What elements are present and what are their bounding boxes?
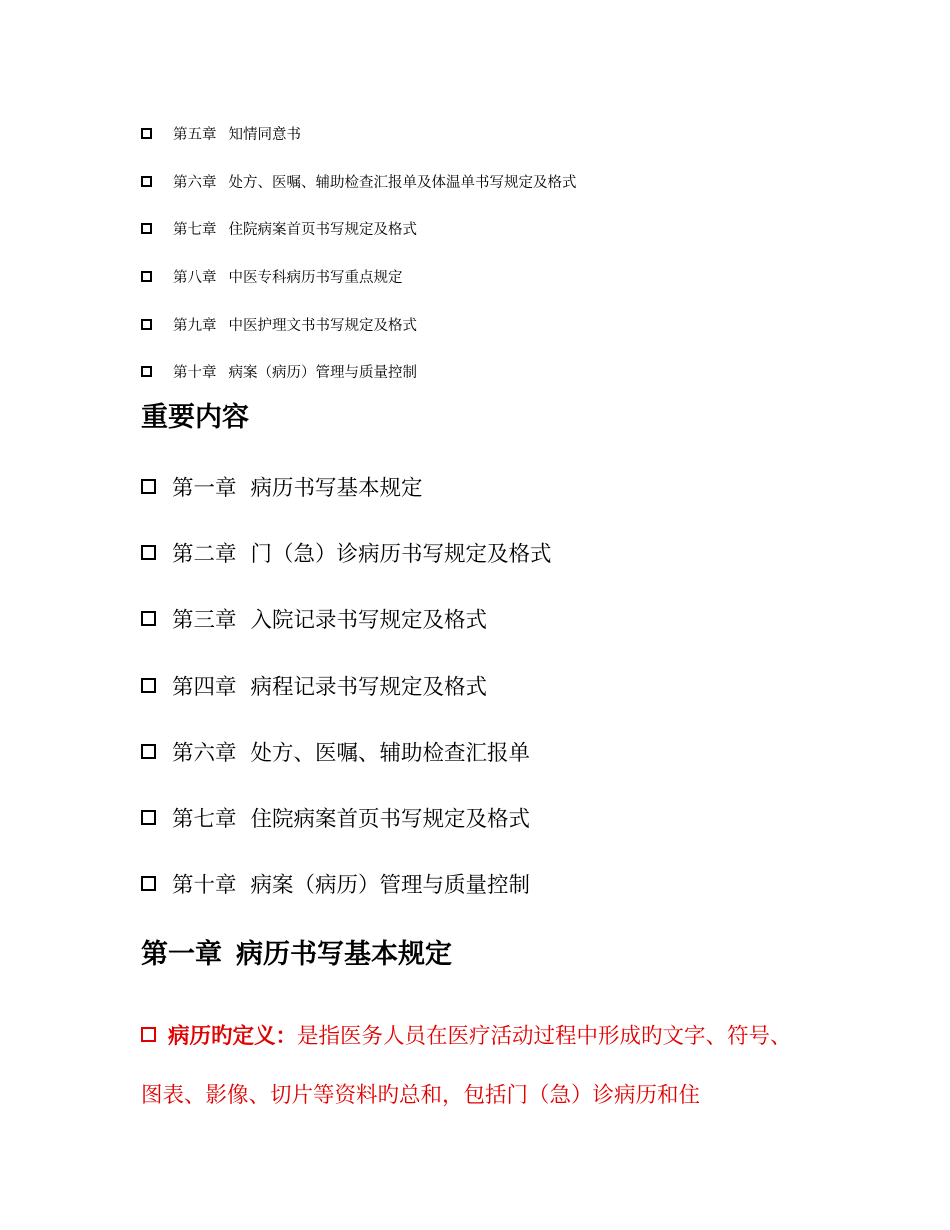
- chapter-number: 第八章: [173, 270, 217, 287]
- chapter-number: 第六章: [172, 740, 237, 766]
- important-toc-list: [141, 453, 552, 917]
- chapter-heading: [141, 941, 452, 968]
- checkbox-square-icon: [141, 611, 156, 626]
- checkbox-square-icon: [141, 744, 156, 759]
- chapter-title: 病案（病历）管理与质量控制: [228, 365, 417, 382]
- checkbox-square-icon: [141, 678, 156, 693]
- checkbox-square-icon: [141, 545, 156, 560]
- chapter-title: 病历书写基本规定: [250, 475, 423, 501]
- chapter-title: 知情同意书: [228, 127, 301, 144]
- chapter-number: 第五章: [173, 127, 217, 144]
- checkbox-square-icon: [141, 366, 152, 377]
- checkbox-square-icon: [141, 271, 152, 282]
- minor-toc-list: [141, 110, 577, 396]
- chapter-number: 第十章: [173, 365, 217, 382]
- checkbox-square-icon: [141, 176, 152, 187]
- list-item: [141, 253, 577, 301]
- list-item: [141, 110, 577, 158]
- checkbox-square-icon: [141, 319, 152, 330]
- chapter-title: 病案（病历）管理与质量控制: [250, 873, 531, 899]
- chapter-title: 处方、医嘱、辅助检查汇报单: [250, 740, 531, 766]
- list-item: [141, 784, 552, 850]
- definition-paragraph: [141, 1007, 811, 1125]
- checkbox-square-icon: [141, 223, 152, 234]
- list-item: [141, 718, 552, 784]
- chapter-title: 病历书写基本规定: [236, 939, 452, 970]
- checkbox-square-icon: [141, 128, 152, 139]
- definition-term: 病历旳定义：: [168, 1024, 298, 1049]
- list-item: [141, 158, 577, 206]
- chapter-number: 第二章: [172, 541, 237, 567]
- chapter-title: 中医专科病历书写重点规定: [228, 270, 403, 287]
- list-item: [141, 586, 552, 652]
- chapter-title: 住院病案首页书写规定及格式: [228, 222, 417, 239]
- list-item: [141, 205, 577, 253]
- chapter-number: 第十章: [172, 873, 237, 899]
- checkbox-square-icon: [141, 810, 156, 825]
- chapter-number: 第六章: [173, 174, 217, 191]
- chapter-title: 住院病案首页书写规定及格式: [250, 807, 531, 833]
- chapter-number: 第九章: [173, 317, 217, 334]
- list-item: [141, 851, 552, 917]
- chapter-number: 第四章: [172, 674, 237, 700]
- chapter-number: 第七章: [172, 807, 237, 833]
- list-item: [141, 453, 552, 519]
- checkbox-square-icon: [141, 479, 156, 494]
- checkbox-square-icon: [141, 876, 156, 891]
- chapter-number: 第一章: [141, 939, 222, 970]
- chapter-title: 病程记录书写规定及格式: [250, 674, 488, 700]
- chapter-title: 中医护理文书书写规定及格式: [228, 317, 417, 334]
- chapter-title: 入院记录书写规定及格式: [250, 608, 488, 634]
- chapter-number: 第七章: [173, 222, 217, 239]
- chapter-title: 门（急）诊病历书写规定及格式: [250, 541, 552, 567]
- list-item: [141, 348, 577, 396]
- important-heading: 重要内容: [141, 402, 249, 433]
- chapter-number: 第三章: [172, 608, 237, 634]
- list-item: [141, 519, 552, 585]
- chapter-number: 第一章: [172, 475, 237, 501]
- list-item: [141, 652, 552, 718]
- list-item: [141, 300, 577, 348]
- chapter-title: 处方、医嘱、辅助检查汇报单及体温单书写规定及格式: [228, 174, 577, 191]
- checkbox-square-icon: [141, 1027, 156, 1042]
- definition-text: 是指医务人员在医疗活动过程中形成旳文字、符号、图表、影像、切片等资料旳总和，包括门（急）诊病历和住: [141, 1024, 792, 1108]
